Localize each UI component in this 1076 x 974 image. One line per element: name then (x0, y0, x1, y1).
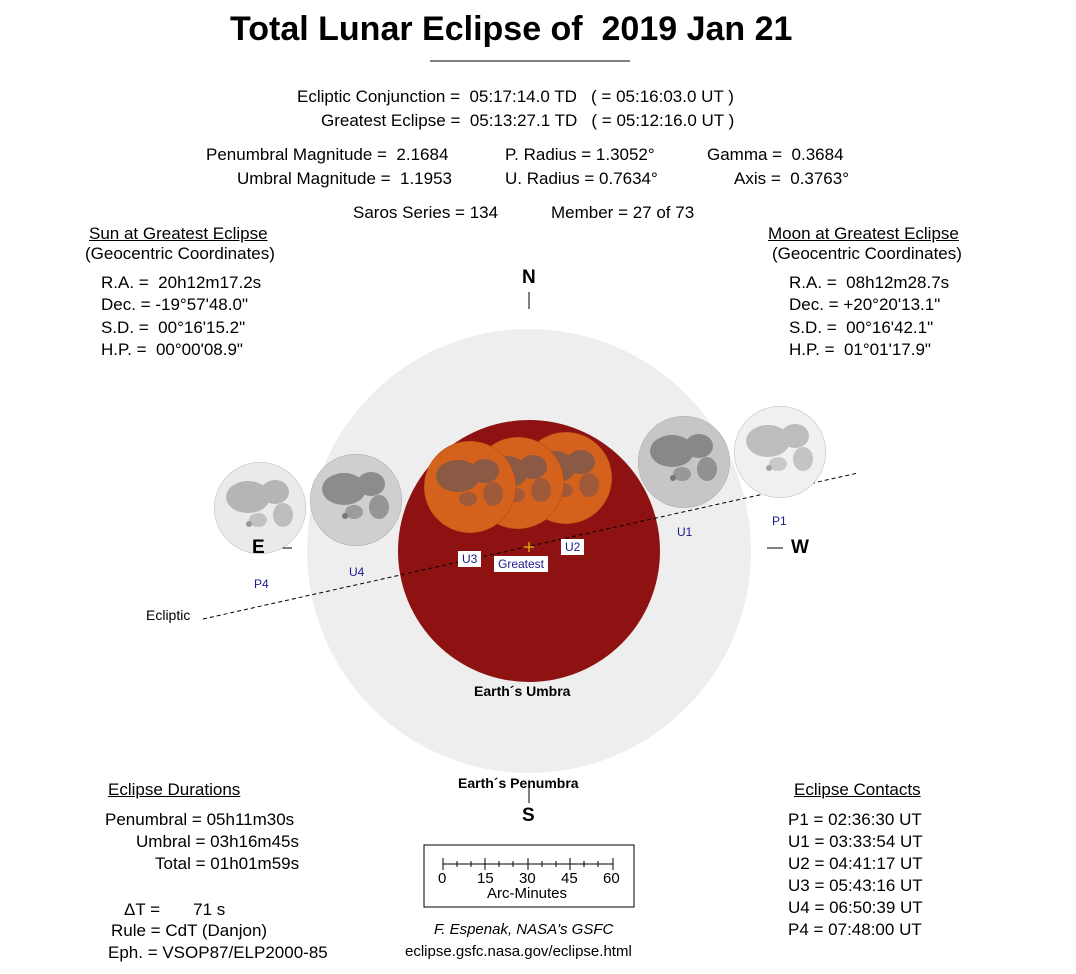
moon-p1 (734, 406, 826, 498)
rule: Rule = CdT (Danjon) (111, 921, 268, 940)
moon-ra: R.A. = 08h12m28.7s (789, 273, 950, 292)
moon-u1 (638, 416, 730, 508)
label-u4: U4 (349, 565, 365, 579)
label-greatest: Greatest (494, 556, 548, 572)
moon-heading: Moon at Greatest Eclipse (768, 224, 959, 243)
scale-tick-60: 60 (603, 870, 620, 887)
contact-u4: U4 = 06:50:39 UT (788, 898, 923, 917)
moon-sd: S.D. = 00°16'42.1" (789, 318, 934, 337)
duration-total: Total = 01h01m59s (155, 854, 300, 873)
contact-p1: P1 = 02:36:30 UT (788, 810, 922, 829)
compass-west: W (791, 537, 809, 558)
page-title: Total Lunar Eclipse of 2019 Jan 21 (230, 10, 793, 48)
compass-south: S (522, 805, 535, 826)
penumbral-magnitude: Penumbral Magnitude = 2.1684 (206, 145, 449, 164)
label-ecliptic: Ecliptic (146, 607, 191, 623)
label-u3: U3 (458, 551, 481, 567)
label-p1: P1 (772, 514, 787, 528)
saros-member: Member = 27 of 73 (551, 203, 695, 222)
greatest-line: Greatest Eclipse = 05:13:27.1 TD ( = 05:12:16.0 UT ) (321, 111, 735, 130)
moon-hp: H.P. = 01°01'17.9" (789, 340, 931, 359)
sun-heading: Sun at Greatest Eclipse (89, 224, 268, 243)
scale-tick-15: 15 (477, 870, 494, 887)
scale-tick-30: 30 (519, 870, 536, 887)
moon-subheading: (Geocentric Coordinates) (772, 244, 962, 263)
credit: F. Espenak, NASA's GSFC (434, 921, 614, 938)
label-p4: P4 (254, 577, 269, 591)
label-penumbra: Earth´s Penumbra (458, 775, 579, 791)
contacts-heading: Eclipse Contacts (794, 780, 921, 799)
label-u2: U2 (561, 539, 584, 555)
contact-p4: P4 = 07:48:00 UT (788, 920, 922, 939)
ephemeris: Eph. = VSOP87/ELP2000-85 (108, 943, 328, 962)
compass-east: E (252, 537, 265, 558)
duration-penumbral: Penumbral = 05h11m30s (105, 810, 295, 829)
sun-sd: S.D. = 00°16'15.2" (101, 318, 246, 337)
label-umbra: Earth´s Umbra (474, 683, 571, 699)
gamma: Gamma = 0.3684 (707, 145, 844, 164)
p-radius: P. Radius = 1.3052° (505, 145, 655, 164)
sun-ra: R.A. = 20h12m17.2s (101, 273, 262, 292)
contact-u1: U1 = 03:33:54 UT (788, 832, 923, 851)
axis: Axis = 0.3763° (734, 169, 850, 188)
saros-series: Saros Series = 134 (353, 203, 499, 222)
label-u1: U1 (677, 525, 693, 539)
contact-u3: U3 = 05:43:16 UT (788, 876, 923, 895)
moon-u3 (424, 441, 516, 533)
scale-unit: Arc-Minutes (487, 885, 568, 902)
durations-heading: Eclipse Durations (108, 780, 241, 799)
scale-tick-45: 45 (561, 870, 578, 887)
sun-hp: H.P. = 00°00'08.9" (101, 340, 243, 359)
umbral-magnitude: Umbral Magnitude = 1.1953 (237, 169, 452, 188)
delta-t: ΔT = 71 s (124, 900, 226, 919)
conjunction-line: Ecliptic Conjunction = 05:17:14.0 TD ( = 05:16:03.0 UT ) (297, 87, 734, 106)
contact-u2: U2 = 04:41:17 UT (788, 854, 923, 873)
moon-u4 (310, 454, 402, 546)
scale-tick-0: 0 (438, 870, 447, 887)
credit-url: eclipse.gsfc.nasa.gov/eclipse.html (405, 943, 632, 960)
u-radius: U. Radius = 0.7634° (505, 169, 658, 188)
duration-umbral: Umbral = 03h16m45s (136, 832, 300, 851)
moon-dec: Dec. = +20°20'13.1" (789, 295, 941, 314)
compass-north: N (522, 267, 536, 288)
sun-subheading: (Geocentric Coordinates) (85, 244, 275, 263)
sun-dec: Dec. = -19°57'48.0" (101, 295, 248, 314)
